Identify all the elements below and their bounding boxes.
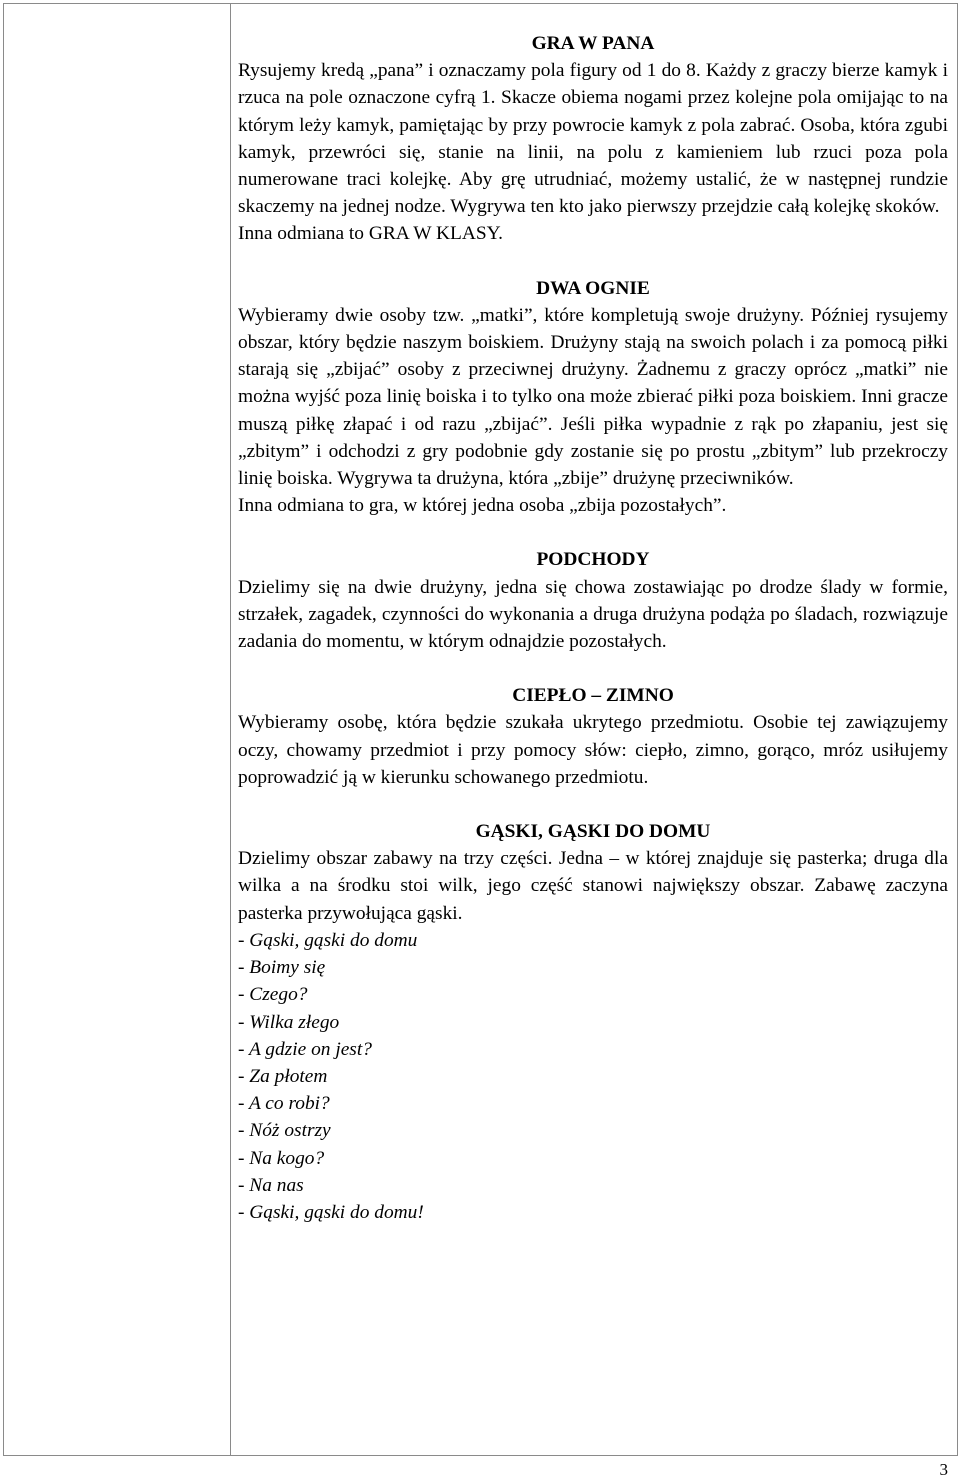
section-variant-gra-w-pana: Inna odmiana to GRA W KLASY. bbox=[238, 223, 504, 245]
dialog-line: - Boimy się bbox=[238, 957, 326, 979]
section-text-gaski: Dzielimy obszar zabawy na trzy części. Jedna – w której znajduje się pasterka; druga dla wilka a na środku stoi wilk, jego część stanowi największy obszar. Zabawę zaczyna pasterka przywołująca gąski. bbox=[238, 848, 948, 924]
dialog-line: - Na kogo? bbox=[238, 1147, 325, 1169]
section-spacer bbox=[238, 655, 948, 682]
section-title-gra-w-pana: GRA W PANA bbox=[531, 33, 655, 54]
table-column-divider bbox=[230, 3, 231, 1456]
dialog-line: - A co robi? bbox=[238, 1093, 330, 1115]
dialog-line: - Na nas bbox=[238, 1174, 304, 1196]
dialog-line: - Za płotem bbox=[238, 1065, 328, 1087]
dialog-line: - Gąski, gąski do domu! bbox=[238, 1201, 424, 1223]
section-variant-dwa-ognie: Inna odmiana to gra, w której jedna osoba „zbija pozostałych”. bbox=[238, 495, 727, 517]
section-text-dwa-ognie: Wybieramy dwie osoby tzw. „matki”, które kompletują swoje drużyny. Później rysujemy obszar, który będzie naszym boiskiem. Drużyny stają na swoich polach i za pomocą piłki starają się „zbijać” osoby z przeciwnej drużyny. Żadnemu z graczy oprócz „matki” nie można wyjść poza linię boiska i to tylko ona może zbierać piłki poza boiskiem. Inni gracze muszą piłkę złapać i od razu „zbijać”. Jeśli piłka wypadnie z rąk po złapaniu, jest się „zbitym” i odchodzi z gry podobnie gdy zostanie się po prostu „zbitym” lub przekroczy linię boiska. Wygrywa ta drużyna, która „zbije” drużynę przeciwników. bbox=[238, 304, 948, 490]
section-text-podchody: Dzielimy się na dwie drużyny, jedna się chowa zostawiając po drodze ślady w formie, strzałek, zagadek, czynności do wykonania a druga drużyna podąża po śladach, rozwiązuje zadania do momentu, w którym odnajdzie pozostałych. bbox=[238, 576, 948, 653]
section-title-cieplo-zimno: CIEPŁO – ZIMNO bbox=[512, 685, 674, 707]
dialog-line: - Wilka złego bbox=[238, 1011, 340, 1033]
dialog-line: - Czego? bbox=[238, 984, 308, 1006]
section-title-dwa-ognie: DWA OGNIE bbox=[536, 277, 650, 299]
section-title-gaski: GĄSKI, GĄSKI DO DOMU bbox=[475, 821, 711, 843]
dialog-line: - Gąski, gąski do domu bbox=[238, 929, 418, 951]
dialog-line: - A gdzie on jest? bbox=[238, 1038, 372, 1060]
section-text-gra-w-pana: Rysujemy kredą „pana” i oznaczamy pola figury od 1 do 8. Każdy z graczy bierze kamyk i rzuca na pole oznaczone cyfrą 1. Skacze obiema nogami przez kolejne pola omijając to na którym leży kamyk, pamiętając by przy powrocie kamyk z pola zabrać. Osoba, która zgubi kamyk, przewróci się, stanie na linii, na polu z kamieniem lub rzuci poza pola numerowane traci kolejkę. Aby grę utrudniać, możemy ustalić, że w następnej rundzie skaczemy na jednej nodze. Wygrywa ten kto jako pierwszy przejdzie całą kolejkę skoków. bbox=[238, 60, 948, 218]
document-content bbox=[238, 30, 948, 1226]
page-number: 3 bbox=[939, 1460, 948, 1479]
dialog-line: - Nóż ostrzy bbox=[238, 1120, 331, 1142]
gaski-dialog bbox=[238, 927, 948, 1226]
section-title-podchody: PODCHODY bbox=[536, 549, 650, 571]
section-spacer bbox=[238, 791, 948, 818]
section-spacer bbox=[238, 248, 948, 275]
section-text-cieplo-zimno: Wybieramy osobę, która będzie szukała ukrytego przedmiotu. Osobie tej zawiązujemy oczy, chowamy przedmiot i przy pomocy słów: ciepło, zimno, gorąco, mróz usiłujemy poprowadzić ją w kierunku schowanego przedmiotu. bbox=[238, 712, 948, 788]
section-spacer bbox=[238, 519, 948, 546]
